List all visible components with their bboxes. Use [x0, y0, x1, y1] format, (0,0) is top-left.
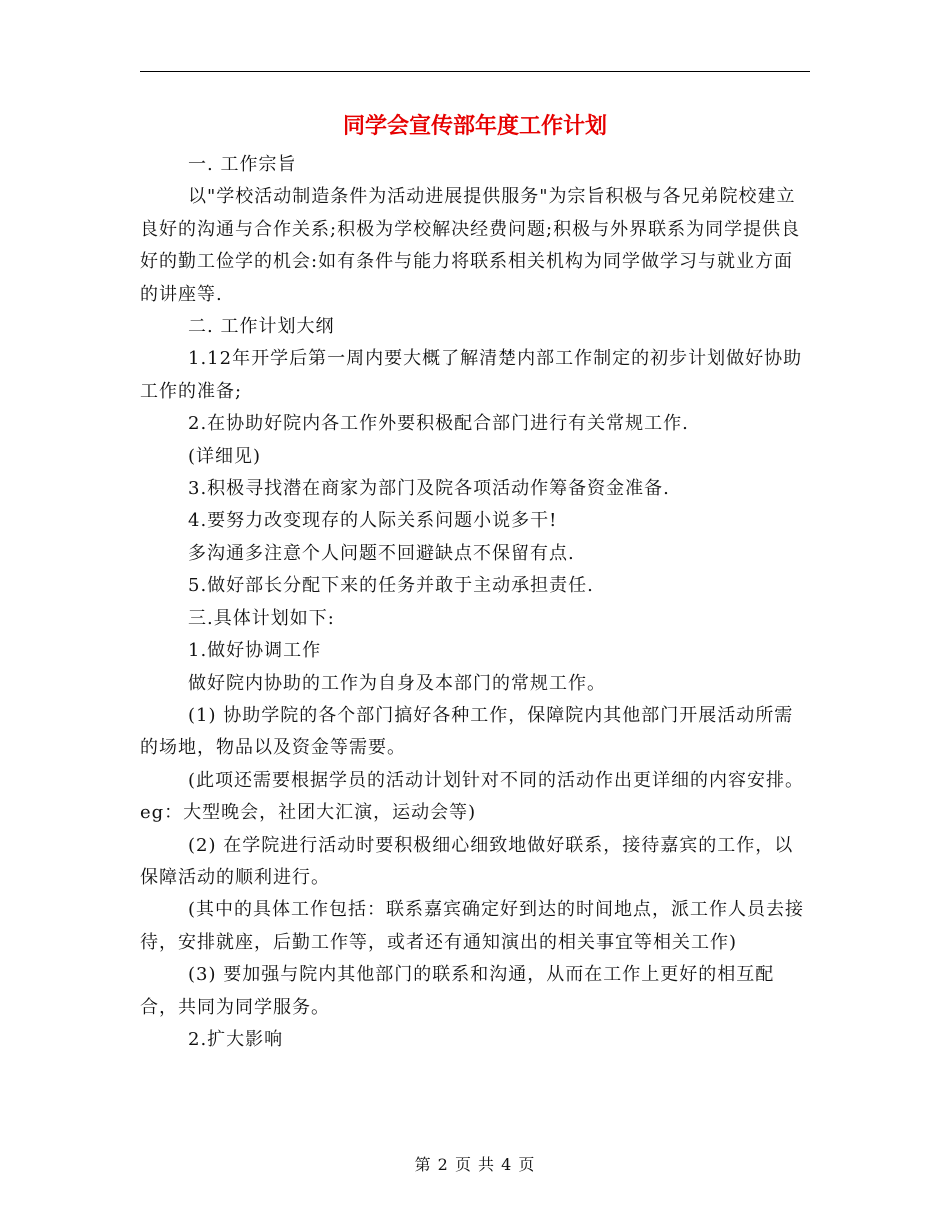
section-heading: 三.具体计划如下: — [188, 607, 335, 629]
paragraph: (其中的具体工作包括：联系嘉宾确定好到达的时间地点，派工作人员去接待，安排就座，后勤工作等，或者还有通知演出的相关事宜等相关工作) — [140, 899, 805, 953]
list-item: 1.12年开学后第一周内要大概了解清楚内部工作制定的初步计划做好协助工作的准备; — [140, 348, 803, 402]
list-item: (1) 协助学院的各个部门搞好各种工作，保障院内其他部门开展活动所需的场地，物品以及资金等需要。 — [140, 704, 794, 759]
paragraph: 以"学校活动制造条件为活动进展提供服务"为宗旨积极与各兄弟院校建立良好的沟通与合作关系;积极为学校解决经费问题;积极与外界联系为同学提供良好的勤工俭学的机会:如有条件与能力将联系相关机构为同学做学习与就业方面的讲座等. — [140, 186, 801, 305]
document-title: 同学会宣传部年度工作计划 — [342, 113, 607, 139]
list-item: (3) 要加强与院内其他部门的联系和沟通，从而在工作上更好的相互配合，共同为同学服务。 — [140, 964, 775, 1018]
list-item: 5.做好部长分配下来的任务并敢于主动承担责任. — [188, 575, 594, 597]
list-item: 2.在协助好院内各工作外要积极配合部门进行有关常规工作. — [188, 413, 689, 435]
section-heading: 一. 工作宗旨 — [188, 154, 297, 175]
list-item: (2) 在学院进行活动时要积极细心细致地做好联系，接待嘉宾的工作，以保障活动的顺利进行。 — [140, 834, 794, 888]
list-item: 4.要努力改变现存的人际关系问题小说多干! — [188, 510, 558, 532]
header-rule — [140, 71, 810, 72]
page-footer: 第 2 页 共 4 页 — [414, 1155, 536, 1174]
subsection-heading: 1.做好协调工作 — [188, 640, 322, 662]
paragraph: (详细见) — [188, 445, 262, 467]
paragraph: (此项还需要根据学员的活动计划针对不同的活动作出更详细的内容安排。eg：大型晚会，社团大汇演，运动会等) — [140, 769, 805, 824]
subsection-heading: 2.扩大影响 — [188, 1028, 284, 1050]
paragraph: 多沟通多注意个人问题不回避缺点不保留有点. — [188, 542, 575, 564]
paragraph: 做好院内协助的工作为自身及本部门的常规工作。 — [188, 672, 606, 694]
section-heading: 二. 工作计划大纲 — [188, 316, 335, 338]
list-item: 3.积极寻找潜在商家为部门及院各项活动作筹备资金准备. — [188, 478, 670, 500]
document-body — [140, 149, 810, 1056]
